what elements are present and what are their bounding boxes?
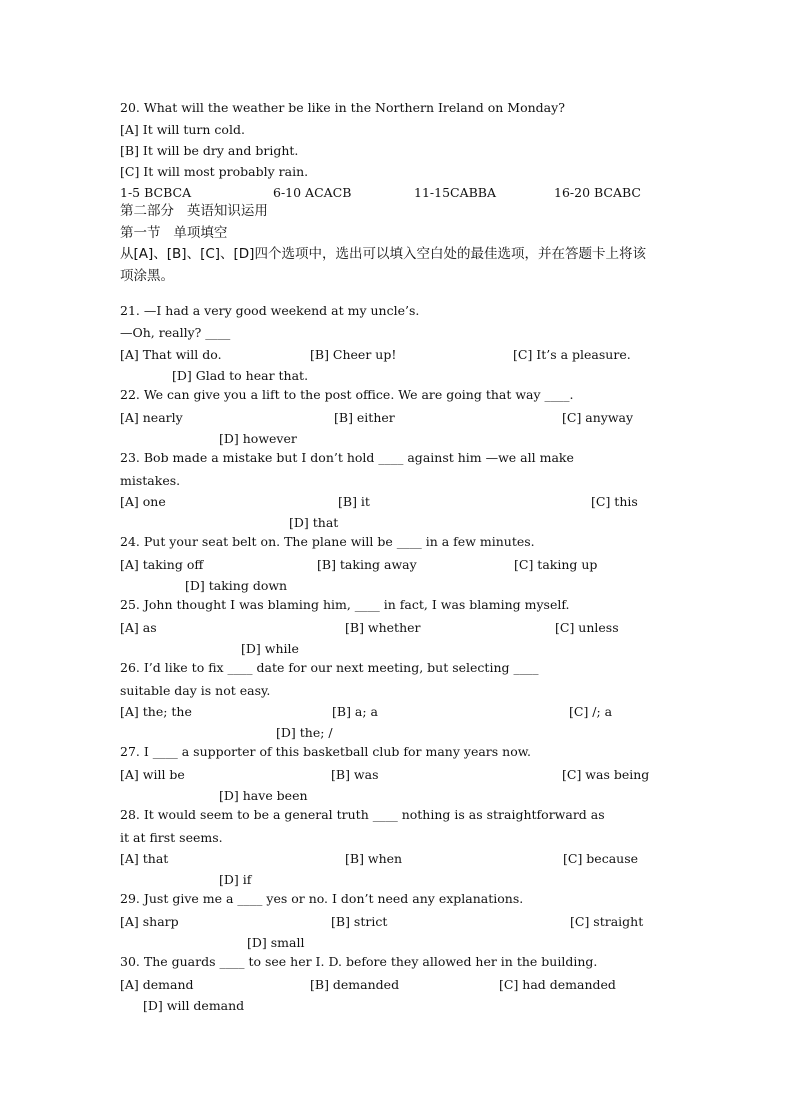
q24-option-a: [A] taking off [120,557,204,572]
q28-option-b: [B] when [345,851,403,866]
q21-option-a: [A] That will do. [120,347,222,362]
q30-option-a: [A] demand [120,977,194,992]
question-20-text: 20. What will the weather be like in the Northern Ireland on Monday? [120,100,565,115]
answer-key-1-5: 1-5 BCBCA [120,185,192,200]
q24-option-b: [B] taking away [317,557,417,572]
q21-option-c: [C] It’s a pleasure. [513,347,631,362]
q26-option-a: [A] the; the [120,704,192,719]
q27-option-a: [A] will be [120,767,185,782]
instruction-line-1: 从[A]、[B]、[C]、[D]四个选项中，选出可以填入空白处的最佳选项，并在答题卡上将该 [120,246,646,262]
q28-option-d: [D] if [219,872,252,887]
q28-option-c: [C] because [563,851,639,866]
instruction-line-2: 项涂黑。 [120,268,174,284]
question-28-line2: it at first seems. [120,830,223,845]
q27-option-d: [D] have been [219,788,308,803]
question-29-line1: 29. Just give me a ____ yes or no. I don’t need any explanations. [120,891,524,906]
q29-option-d: [D] small [247,935,305,950]
question-24-line1: 24. Put your seat belt on. The plane will be ____ in a few minutes. [120,534,535,549]
q30-option-b: [B] demanded [310,977,400,992]
section-title: 第一节 单项填空 [120,225,228,241]
q24-option-c: [C] taking up [514,557,598,572]
question-21-line1: 21. —I had a very good weekend at my uncle’s. [120,303,420,318]
q29-option-c: [C] straight [570,914,644,929]
q27-option-c: [C] was being [562,767,650,782]
answer-key-11-15: 11-15CABBA [414,185,497,200]
question-21-line2: —Oh, really? ____ [120,325,231,340]
q22-option-d: [D] however [219,431,297,446]
question-27-line1: 27. I ____ a supporter of this basketball club for many years now. [120,744,531,759]
q23-option-c: [C] this [591,494,638,509]
answer-key-16-20: 16-20 BCABC [554,185,641,200]
q24-option-d: [D] taking down [185,578,288,593]
q27-option-b: [B] was [331,767,379,782]
q26-option-c: [C] /; a [569,704,613,719]
q23-option-a: [A] one [120,494,166,509]
q21-option-d: [D] Glad to hear that. [172,368,309,383]
answer-key-6-10: 6-10 ACACB [273,185,352,200]
part-title: 第二部分 英语知识运用 [120,203,268,219]
question-28-line1: 28. It would seem to be a general truth ____ nothing is as straightforward as [120,807,605,822]
q22-option-c: [C] anyway [562,410,634,425]
q25-option-c: [C] unless [555,620,619,635]
q26-option-b: [B] a; a [332,704,379,719]
question-30-line1: 30. The guards ____ to see her I. D. before they allowed her in the building. [120,954,598,969]
q21-option-b: [B] Cheer up! [310,347,397,362]
q25-option-d: [D] while [241,641,299,656]
question-26-line1: 26. I’d like to fix ____ date for our next meeting, but selecting ____ [120,660,539,675]
question-23-line1: 23. Bob made a mistake but I don’t hold ____ against him —we all make [120,450,574,465]
q22-option-a: [A] nearly [120,410,183,425]
q29-option-b: [B] strict [331,914,388,929]
question-23-line2: mistakes. [120,473,181,488]
q23-option-d: [D] that [289,515,339,530]
question-25-line1: 25. John thought I was blaming him, ____ in fact, I was blaming myself. [120,597,570,612]
q20-option-b: [B] It will be dry and bright. [120,143,299,158]
q30-option-c: [C] had demanded [499,977,616,992]
q28-option-a: [A] that [120,851,169,866]
q20-option-a: [A] It will turn cold. [120,122,245,137]
q30-option-d: [D] will demand [143,998,245,1013]
q23-option-b: [B] it [338,494,370,509]
question-22-line1: 22. We can give you a lift to the post office. We are going that way ____. [120,387,574,402]
q25-option-a: [A] as [120,620,157,635]
q20-option-c: [C] It will most probably rain. [120,164,309,179]
q29-option-a: [A] sharp [120,914,179,929]
q25-option-b: [B] whether [345,620,421,635]
q22-option-b: [B] either [334,410,395,425]
question-26-line2: suitable day is not easy. [120,683,271,698]
q26-option-d: [D] the; / [276,725,333,740]
